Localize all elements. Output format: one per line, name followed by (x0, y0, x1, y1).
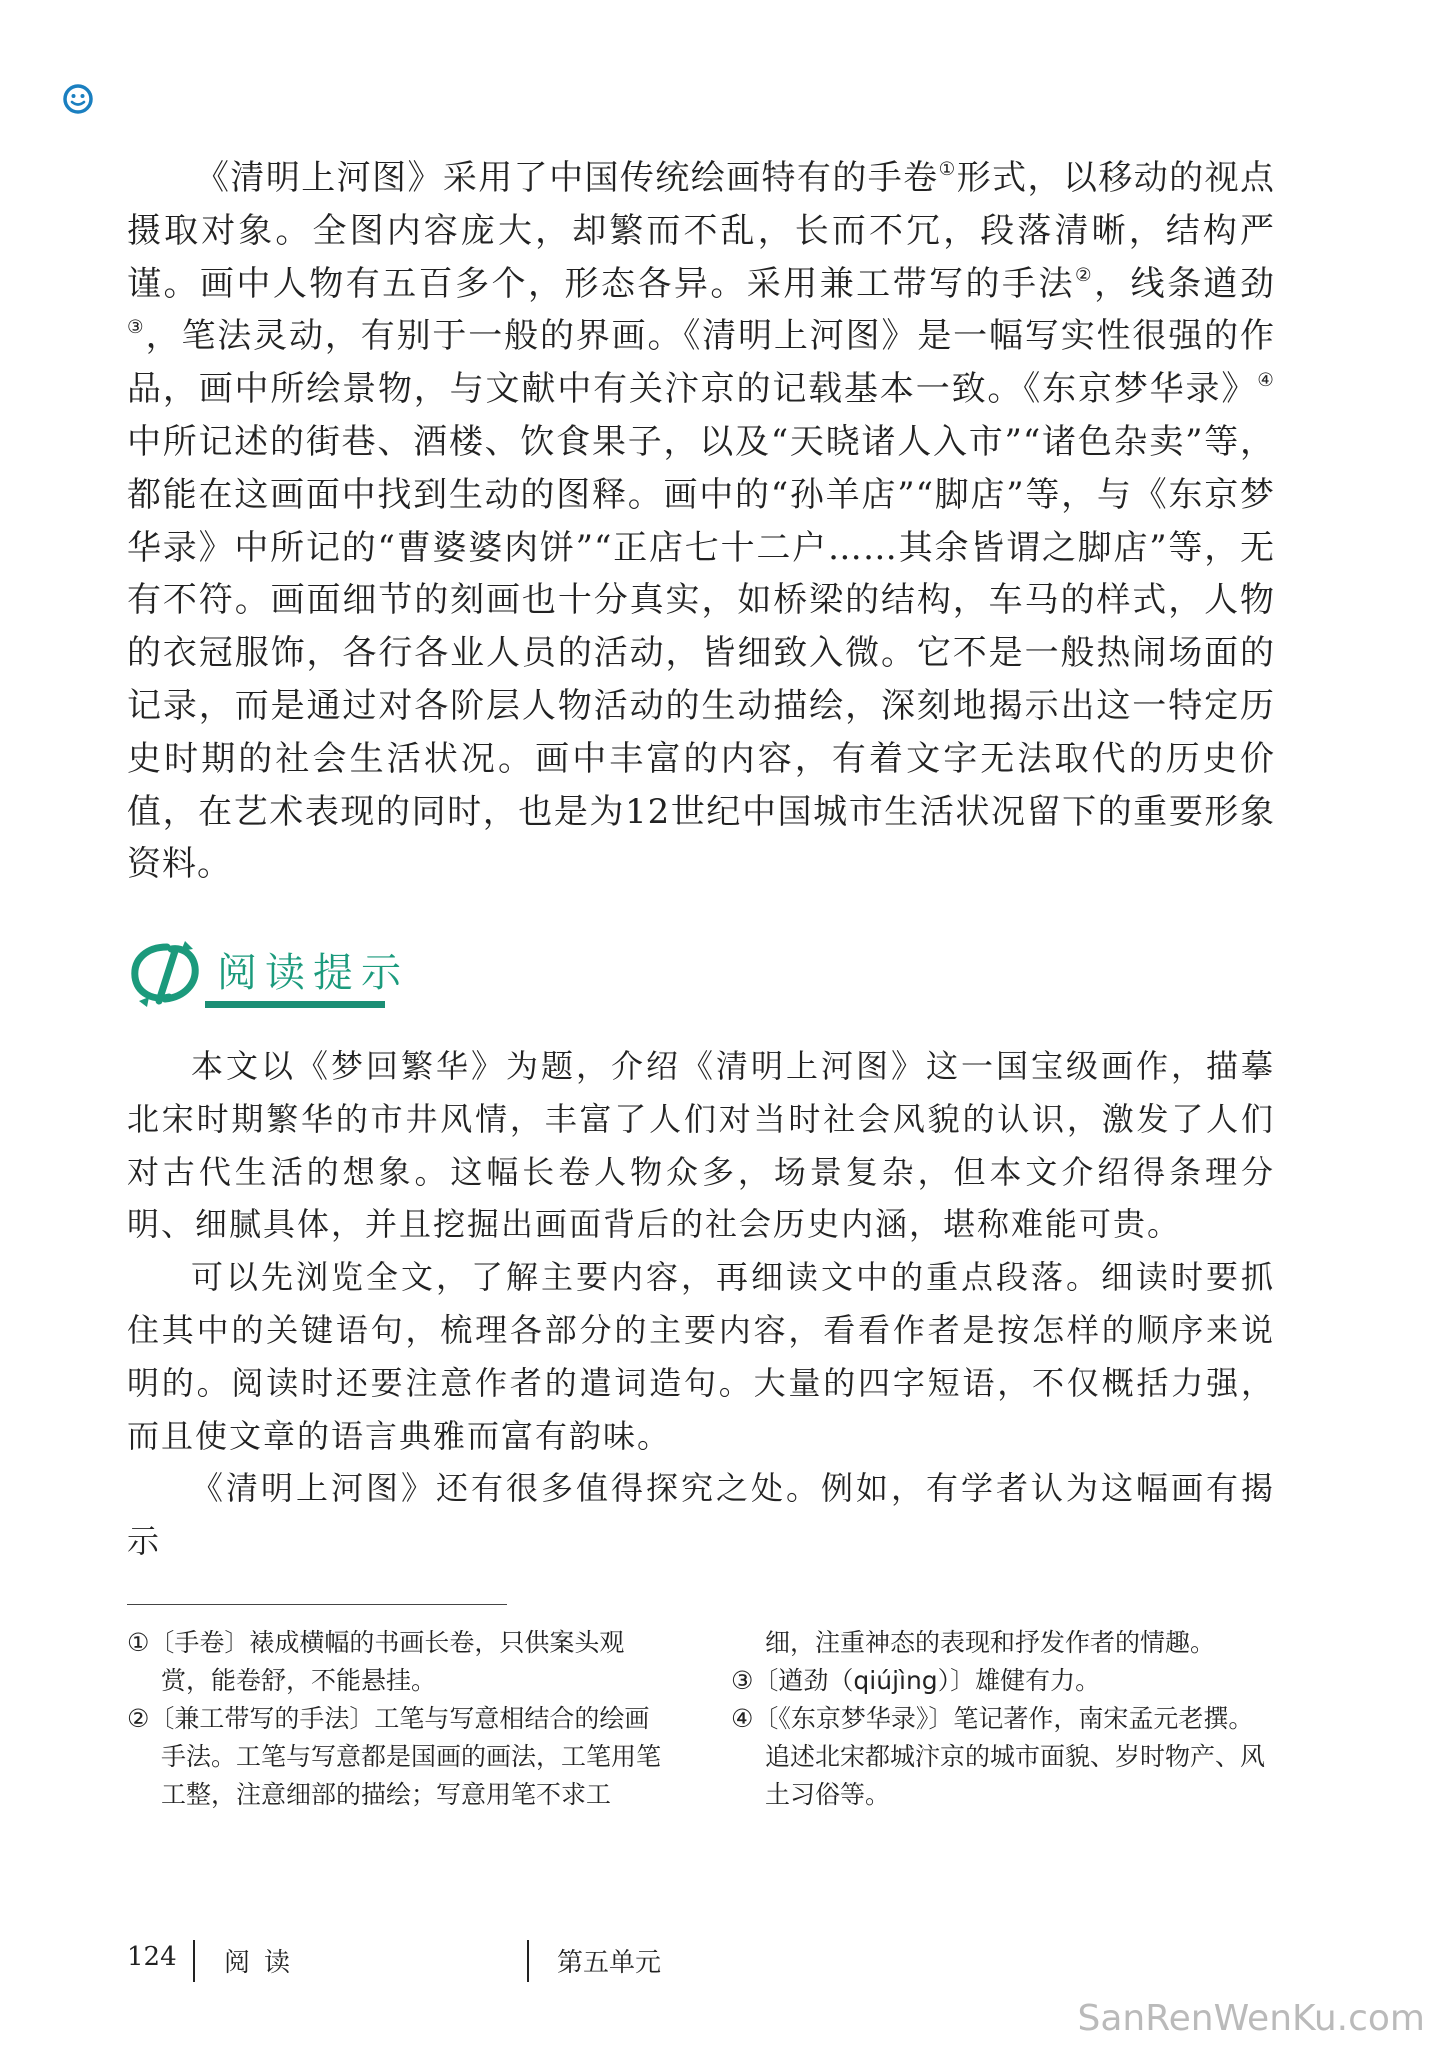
watermark: SanRenWenKu.com (1077, 1998, 1425, 2039)
footnote-ref-4[interactable]: ④ (1257, 370, 1275, 392)
reading-tips-body (127, 1040, 1275, 1568)
footnotes-left-column (127, 1624, 671, 1814)
reading-tips-icon (125, 935, 205, 1015)
unit-label: 第五单元 (557, 1948, 662, 1978)
title-underline (205, 1001, 385, 1008)
tips-paragraph: 可以先浏览全文，了解主要内容，再细读文中的重点段落。细读时要抓住其中的关键语句，梳理各部分的主要内容，看看作者是按怎样的顺序来说明的。阅读时还要注意作者的遣词造句。大量的四字短语，不仅概括力强，而且使文章的语言典雅而富有韵味。 (127, 1258, 1275, 1455)
footer-divider (193, 1940, 195, 1982)
footer-divider (527, 1940, 529, 1982)
smiley-icon (62, 83, 94, 115)
page-number: 124 (127, 1942, 177, 1972)
footnote-ref-2[interactable]: ② (1074, 264, 1095, 286)
footnote-divider (127, 1604, 507, 1605)
main-paragraph: 《清明上河图》采用了中国传统绘画特有的手卷①形式，以移动的视点摄取对象。全图内容庞大，却繁而不乱，长而不冗，段落清晰，结构严谨。画中人物有五百多个，形态各异。采用兼工带写的手法②，线条遒劲③，笔法灵动，有别于一般的界画。《清明上河图》是一幅写实性很强的作品，画中所绘景物，与文献中有关汴京的记载基本一致。《东京梦华录》④中所记述的街巷、酒楼、饮食果子，以及“天晓诸人入市”“诸色杂卖”等，都能在这画面中找到生动的图释。画中的“孙羊店”“脚店”等，与《东京梦华录》中所记的“曹婆婆肉饼”“正店七十二户……其余皆谓之脚店”等，无有不符。画面细节的刻画也十分真实，如桥梁的结构，车马的样式，人物的衣冠服饰，各行各业人员的活动，皆细致入微。它不是一般热闹场面的记录，而是通过对各阶层人物活动的生动描绘，深刻地揭示出这一特定历史时期的社会生活状况。画中丰富的内容，有着文字无法取代的历史价值，在艺术表现的同时，也是为12世纪中国城市生活状况留下的重要形象资料。 (127, 158, 1275, 885)
section-label: 阅读 (224, 1948, 305, 1978)
footnote-2: ②〔兼工带写的手法〕工笔与写意相结合的绘画手法。工笔与写意都是国画的画法，工笔用笔工整，注意细部的描绘；写意用笔不求工 (127, 1704, 662, 1809)
footnote-4: ④〔《东京梦华录》〕笔记著作，南宋孟元老撰。追述北宋都城汴京的城市面貌、岁时物产、风土习俗等。 (731, 1704, 1266, 1809)
tips-paragraph: 《清明上河图》还有很多值得探究之处。例如，有学者认为这幅画有揭示 (127, 1469, 1275, 1561)
footnote-1: ①〔手卷〕裱成横幅的书画长卷，只供案头观赏，能卷舒，不能悬挂。 (127, 1628, 625, 1695)
footnotes-right-column (731, 1624, 1275, 1814)
footnote-ref-1[interactable]: ① (938, 158, 957, 180)
footnote-2-continued: 细，注重神态的表现和抒发作者的情趣。 (765, 1628, 1216, 1657)
page-footer (127, 1938, 727, 1988)
footnote-ref-3[interactable]: ③ (127, 317, 146, 339)
tips-paragraph: 本文以《梦回繁华》为题，介绍《清明上河图》这一国宝级画作，描摹北宋时期繁华的市井风情，丰富了人们对当时社会风貌的认识，激发了人们对古代生活的想象。这幅长卷人物众多，场景复杂，但本文介绍得条理分明、细腻具体，并且挖掘出画面背后的社会历史内涵，堪称难能可贵。 (127, 1047, 1275, 1244)
reading-tips-header (125, 935, 425, 1015)
footnote-3: ③〔遒劲（qiújìng）〕雄健有力。 (731, 1666, 1101, 1695)
reading-tips-title: 阅读提示 (217, 950, 409, 996)
